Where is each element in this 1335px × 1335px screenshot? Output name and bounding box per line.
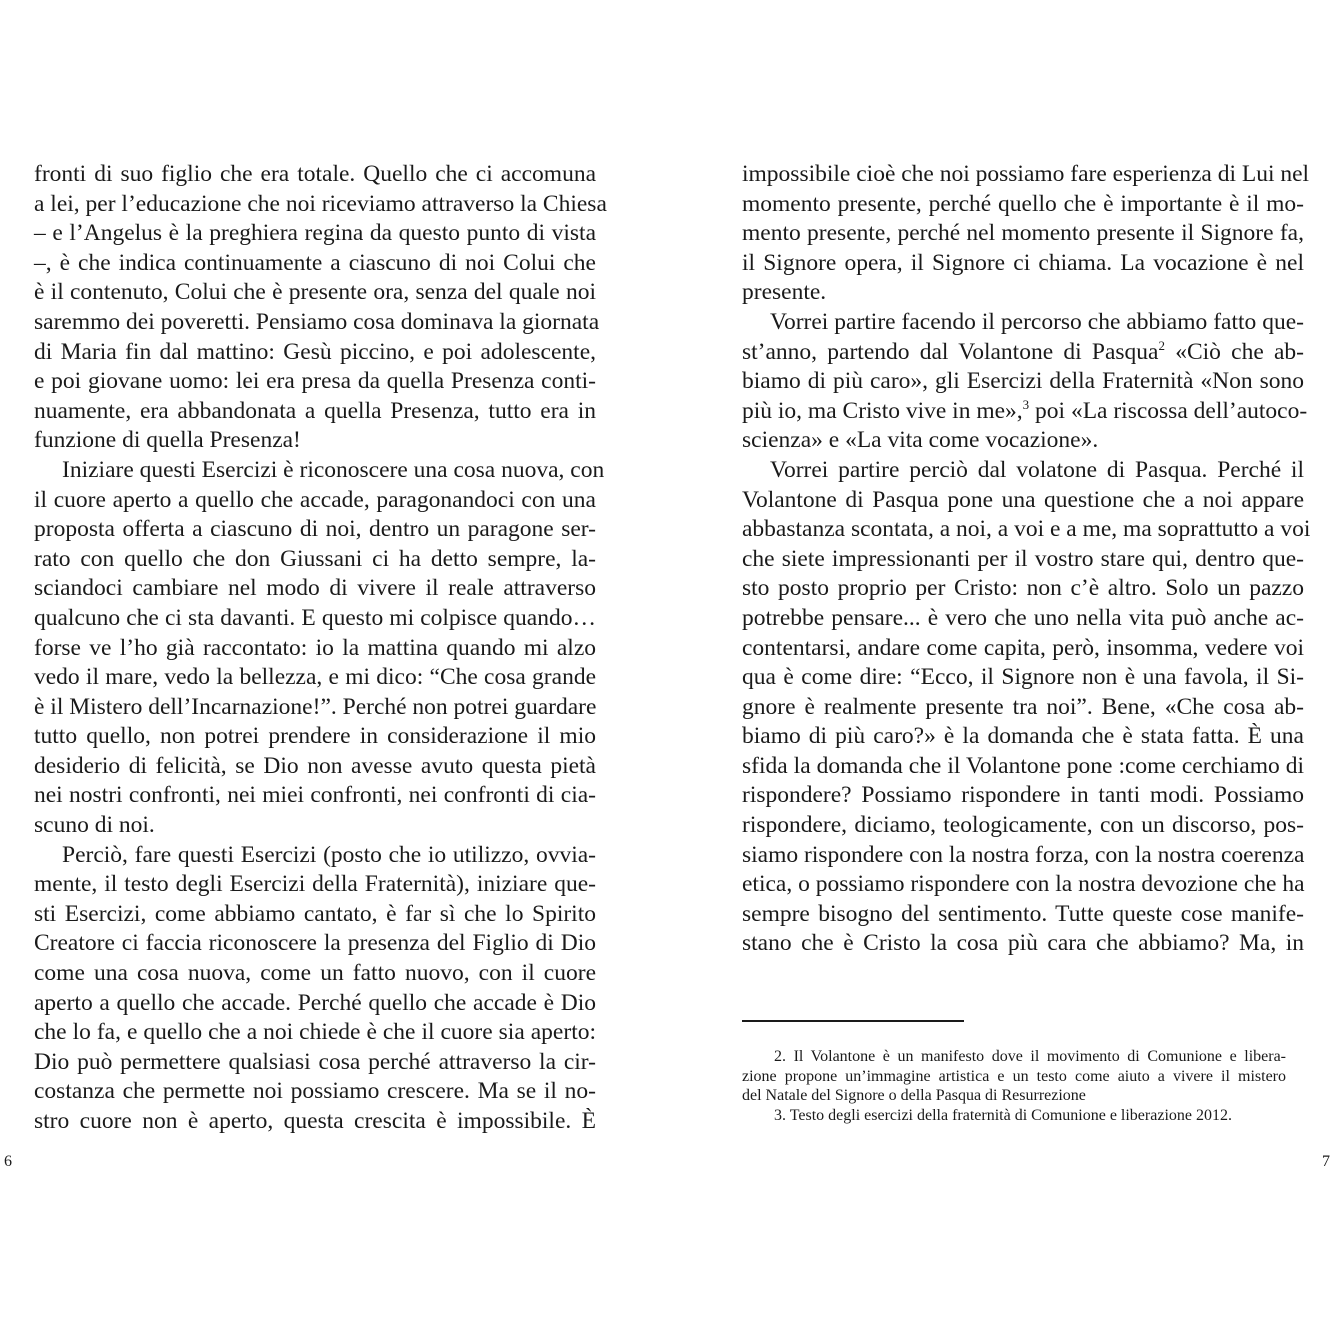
- text-line: rispondere? Possiamo rispondere in tanti modi. Possiamo: [742, 782, 1304, 809]
- text-segment: «Ciò che ab-: [1175, 338, 1304, 365]
- text-line: Vorrei partire facendo il percorso che abbiamo fatto que-: [770, 308, 1304, 335]
- footnote-line: 3. Testo degli esercizi della fraternità di Comunione e liberazione 2012.: [774, 1106, 1232, 1124]
- text-line: è il Mistero dell’Incarnazione!”. Perché non potrei guardare: [34, 693, 597, 720]
- footnote-separator: [742, 1020, 964, 1022]
- text-line: che lo fa, e quello che a noi chiede è che il cuore sia aperto:: [34, 1019, 596, 1046]
- text-line: desiderio di felicità, se Dio non avesse avuto questa pietà: [34, 752, 596, 779]
- text-line: vedo il mare, vedo la bellezza, e mi dico: “Che cosa grande: [34, 664, 596, 691]
- text-line: forse ve l’ho già raccontato: io la mattina quando mi alzo: [34, 634, 596, 661]
- text-line: Perciò, fare questi Esercizi (posto che io utilizzo, ovvia-: [62, 841, 596, 868]
- footnote-line: zione propone un’immagine artistica e un testo come aiuto a vivere il mistero: [742, 1067, 1286, 1085]
- right-page: [668, 0, 1335, 1335]
- text-line: e poi giovane uomo: lei era presa da quella Presenza conti-: [34, 368, 596, 395]
- text-line: scienza» e «La vita come vocazione».: [742, 427, 1099, 454]
- text-line: sempre bisogno del sentimento. Tutte queste cose manife-: [742, 900, 1304, 927]
- page-number: 7: [1322, 1153, 1330, 1170]
- text-line: nei nostri confronti, nei miei confronti, nei confronti di cia-: [34, 782, 596, 809]
- text-line: il cuore aperto a quello che accade, paragonandoci con una: [34, 486, 596, 513]
- text-line: qualcuno che ci sta davanti. E questo mi colpisce quando…: [34, 604, 596, 631]
- text-line: come una cosa nuova, come un fatto nuovo, con il cuore: [34, 960, 596, 987]
- left-page: [0, 0, 667, 1335]
- footnote-line: del Natale del Signore o della Pasqua di Resurrezione: [742, 1087, 1086, 1104]
- text-line: momento presente, perché quello che è importante è il mo-: [742, 190, 1304, 217]
- right-page-body: [742, 160, 1311, 959]
- footnotes: [742, 1047, 1286, 1125]
- left-page-body: [34, 160, 607, 1137]
- text-line: sti Esercizi, come abbiamo cantato, è far sì che lo Spirito: [34, 900, 596, 927]
- text-line: gnore è realmente presente tra noi”. Bene, «Che cosa ab-: [742, 693, 1304, 720]
- text-segment: [1165, 339, 1175, 365]
- text-line: è il contenuto, Colui che è presente ora, senza del quale noi: [34, 279, 596, 306]
- text-line: impossibile cioè che noi possiamo fare esperienza di Lui nel: [742, 161, 1310, 187]
- text-line: – e l’Angelus è la preghiera regina da questo punto di vista: [34, 220, 596, 247]
- text-segment: più io, ma Cristo vive in me»,: [742, 397, 1023, 424]
- text-line: siamo rispondere con la nostra forza, con la nostra coerenza: [742, 841, 1305, 868]
- text-line: qua è come dire: “Ecco, il Signore non è una favola, il Si-: [742, 664, 1304, 691]
- text-line: proposta offerta a ciascuno di noi, dentro un paragone ser-: [34, 516, 596, 543]
- footnote-ref[interactable]: 2: [1158, 337, 1165, 353]
- text-line: –, è che indica continuamente a ciascuno di noi Colui che: [34, 249, 596, 276]
- text-line: mento presente, perché nel momento presente il Signore fa,: [742, 220, 1304, 247]
- text-line: tutto quello, non potrei prendere in considerazione il mio: [34, 723, 596, 750]
- text-line: sfida la domanda che il Volantone pone :come cerchiamo di: [742, 752, 1304, 779]
- text-line: abbastanza scontata, a noi, a voi e a me, ma soprattutto a voi: [742, 516, 1311, 543]
- text-line: di Maria fin dal mattino: Gesù piccino, e poi adolescente,: [34, 338, 596, 365]
- text-line: funzione di quella Presenza!: [34, 427, 301, 454]
- text-line: nuamente, era abbandonata a quella Presenza, tutto era in: [34, 397, 596, 424]
- text-line: fronti di suo figlio che era totale. Quello che ci accomuna: [34, 161, 596, 187]
- text-line: che siete impressionanti per il vostro stare qui, dentro que-: [742, 545, 1304, 572]
- text-line: etica, o possiamo rispondere con la nostra devozione che ha: [742, 871, 1305, 898]
- text-line: costanza che permette noi possiamo crescere. Ma se il no-: [34, 1078, 596, 1105]
- footnote-line: 2. Il Volantone è un manifesto dove il movimento di Comunione e libera-: [774, 1048, 1286, 1065]
- text-line: a lei, per l’educazione che noi riceviamo attraverso la Chiesa: [34, 190, 607, 217]
- text-line: il Signore opera, il Signore ci chiama. La vocazione è nel: [742, 249, 1304, 276]
- text-line: potrebbe pensare... è vero che uno nella vita può anche ac-: [742, 604, 1304, 631]
- text-line: Iniziare questi Esercizi è riconoscere una cosa nuova, con: [62, 456, 605, 483]
- page-number: 6: [4, 1153, 12, 1170]
- text-line: biamo di più caro», gli Esercizi della Fraternità «Non sono: [742, 368, 1304, 395]
- text-line: saremmo dei poveretti. Pensiamo cosa dominava la giornata: [34, 308, 600, 335]
- text-line: presente.: [742, 279, 827, 306]
- text-line: [742, 396, 1308, 427]
- footnote-ref[interactable]: 3: [1022, 396, 1030, 412]
- text-line: stro cuore non è aperto, questa crescita è impossibile. È: [34, 1108, 596, 1134]
- text-line: sto posto proprio per Cristo: non c’è altro. Solo un pazzo: [742, 575, 1304, 602]
- text-line: biamo di più caro?» è la domanda che è stata fatta. È una: [742, 723, 1304, 750]
- text-line: Vorrei partire perciò dal volatone di Pasqua. Perché il: [770, 456, 1304, 483]
- text-line: scuno di noi.: [34, 812, 155, 839]
- text-line: rato con quello che don Giussani ci ha detto sempre, la-: [34, 545, 596, 572]
- text-line: aperto a quello che accade. Perché quello che accade è Dio: [34, 989, 596, 1016]
- text-line: sciandoci cambiare nel modo di vivere il reale attraverso: [34, 575, 596, 602]
- text-line: Dio può permettere qualsiasi cosa perché attraverso la cir-: [34, 1048, 596, 1075]
- text-line: [742, 338, 1304, 368]
- text-segment: poi «La riscossa dell’autoco-: [1029, 397, 1308, 424]
- text-line: stano che è Cristo la cosa più cara che abbiamo? Ma, in: [742, 930, 1304, 957]
- text-line: rispondere, diciamo, teologicamente, con un discorso, pos-: [742, 812, 1304, 839]
- text-line: contentarsi, andare come capita, però, insomma, vedere voi: [742, 634, 1304, 661]
- text-line: Creatore ci faccia riconoscere la presenza del Figlio di Dio: [34, 930, 596, 957]
- text-line: Volantone di Pasqua pone una questione che a noi appare: [742, 486, 1304, 513]
- text-line: mente, il testo degli Esercizi della Fraternità), iniziare que-: [34, 871, 596, 898]
- text-segment: st’anno, partendo dal Volantone di Pasqua: [742, 338, 1159, 365]
